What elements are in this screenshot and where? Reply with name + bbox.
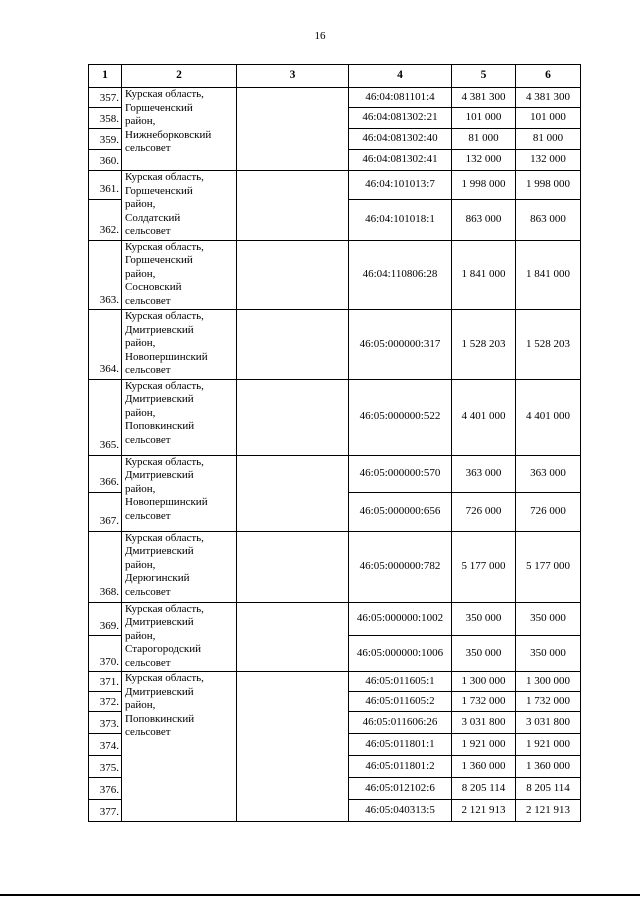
row-number: 363. bbox=[89, 240, 122, 310]
value-col6-cell: 4 381 300 bbox=[516, 88, 581, 108]
value-col6-cell: 1 732 000 bbox=[516, 692, 581, 712]
value-col5-cell: 1 732 000 bbox=[452, 692, 516, 712]
cadastral-number-cell: 46:05:011606:26 bbox=[349, 712, 452, 734]
value-col5-cell: 1 998 000 bbox=[452, 171, 516, 200]
value-col6-cell: 363 000 bbox=[516, 455, 581, 492]
col-header-4: 4 bbox=[349, 65, 452, 88]
column-3-cell bbox=[237, 310, 349, 380]
value-col6-cell: 1 528 203 bbox=[516, 310, 581, 380]
value-col5-cell: 3 031 800 bbox=[452, 712, 516, 734]
row-number: 360. bbox=[89, 150, 122, 171]
cadastral-number-cell: 46:05:011605:2 bbox=[349, 692, 452, 712]
value-col6-cell: 1 841 000 bbox=[516, 240, 581, 310]
table-body bbox=[89, 88, 581, 822]
value-col6-cell: 726 000 bbox=[516, 492, 581, 531]
cadastral-number-cell: 46:04:101013:7 bbox=[349, 171, 452, 200]
column-3-cell bbox=[237, 672, 349, 822]
page-number: 16 bbox=[314, 30, 326, 42]
value-col6-cell: 101 000 bbox=[516, 108, 581, 129]
header-row bbox=[89, 65, 581, 88]
value-col5-cell: 81 000 bbox=[452, 129, 516, 150]
col-header-1: 1 bbox=[89, 65, 122, 88]
region-cell: Курская область, Дмитриевский район, Поповкинский сельсовет bbox=[122, 672, 237, 822]
table-row bbox=[89, 88, 581, 108]
value-col6-cell: 81 000 bbox=[516, 129, 581, 150]
column-3-cell bbox=[237, 379, 349, 455]
value-col5-cell: 8 205 114 bbox=[452, 778, 516, 800]
cadastral-number-cell: 46:05:011605:1 bbox=[349, 672, 452, 692]
cadastral-number-cell: 46:05:000000:782 bbox=[349, 531, 452, 602]
value-col5-cell: 1 921 000 bbox=[452, 734, 516, 756]
registry-table bbox=[88, 64, 581, 822]
column-3-cell bbox=[237, 88, 349, 171]
row-number: 377. bbox=[89, 800, 122, 822]
row-number: 374. bbox=[89, 734, 122, 756]
cadastral-number-cell: 46:05:000000:522 bbox=[349, 379, 452, 455]
cadastral-number-cell: 46:04:081302:21 bbox=[349, 108, 452, 129]
value-col5-cell: 132 000 bbox=[452, 150, 516, 171]
region-cell: Курская область, Дмитриевский район, Старогородский сельсовет bbox=[122, 602, 237, 672]
value-col6-cell: 8 205 114 bbox=[516, 778, 581, 800]
cadastral-number-cell: 46:05:012102:6 bbox=[349, 778, 452, 800]
value-col5-cell: 350 000 bbox=[452, 636, 516, 672]
column-3-cell bbox=[237, 171, 349, 241]
cadastral-number-cell: 46:05:000000:656 bbox=[349, 492, 452, 531]
value-col5-cell: 4 401 000 bbox=[452, 379, 516, 455]
cadastral-number-cell: 46:05:011801:2 bbox=[349, 756, 452, 778]
value-col6-cell: 4 401 000 bbox=[516, 379, 581, 455]
table-row bbox=[89, 310, 581, 380]
value-col6-cell: 350 000 bbox=[516, 636, 581, 672]
value-col6-cell: 1 998 000 bbox=[516, 171, 581, 200]
value-col6-cell: 132 000 bbox=[516, 150, 581, 171]
cadastral-number-cell: 46:05:000000:317 bbox=[349, 310, 452, 380]
value-col6-cell: 863 000 bbox=[516, 199, 581, 240]
table-row bbox=[89, 379, 581, 455]
value-col5-cell: 1 360 000 bbox=[452, 756, 516, 778]
cadastral-number-cell: 46:05:000000:1006 bbox=[349, 636, 452, 672]
value-col5-cell: 363 000 bbox=[452, 455, 516, 492]
cadastral-number-cell: 46:05:000000:570 bbox=[349, 455, 452, 492]
cadastral-number-cell: 46:04:081302:40 bbox=[349, 129, 452, 150]
col-header-5: 5 bbox=[452, 65, 516, 88]
cadastral-number-cell: 46:04:081302:41 bbox=[349, 150, 452, 171]
row-number: 358. bbox=[89, 108, 122, 129]
row-number: 369. bbox=[89, 602, 122, 636]
column-3-cell bbox=[237, 602, 349, 672]
region-cell: Курская область, Дмитриевский район, Новопершинский сельсовет bbox=[122, 310, 237, 380]
region-cell: Курская область, Горшеченский район, Солдатский сельсовет bbox=[122, 171, 237, 241]
table-row bbox=[89, 455, 581, 492]
value-col5-cell: 1 300 000 bbox=[452, 672, 516, 692]
value-col5-cell: 726 000 bbox=[452, 492, 516, 531]
value-col5-cell: 101 000 bbox=[452, 108, 516, 129]
row-number: 370. bbox=[89, 636, 122, 672]
value-col5-cell: 4 381 300 bbox=[452, 88, 516, 108]
region-cell: Курская область, Дмитриевский район, Поповкинский сельсовет bbox=[122, 379, 237, 455]
value-col5-cell: 2 121 913 bbox=[452, 800, 516, 822]
row-number: 357. bbox=[89, 88, 122, 108]
value-col5-cell: 863 000 bbox=[452, 199, 516, 240]
table-row bbox=[89, 672, 581, 692]
value-col6-cell: 2 121 913 bbox=[516, 800, 581, 822]
value-col5-cell: 5 177 000 bbox=[452, 531, 516, 602]
value-col6-cell: 1 360 000 bbox=[516, 756, 581, 778]
value-col6-cell: 1 921 000 bbox=[516, 734, 581, 756]
value-col5-cell: 1 841 000 bbox=[452, 240, 516, 310]
value-col6-cell: 3 031 800 bbox=[516, 712, 581, 734]
row-number: 373. bbox=[89, 712, 122, 734]
value-col6-cell: 350 000 bbox=[516, 602, 581, 636]
cadastral-number-cell: 46:05:011801:1 bbox=[349, 734, 452, 756]
row-number: 365. bbox=[89, 379, 122, 455]
col-header-6: 6 bbox=[516, 65, 581, 88]
region-cell: Курская область, Дмитриевский район, Дерюгинский сельсовет bbox=[122, 531, 237, 602]
row-number: 371. bbox=[89, 672, 122, 692]
cadastral-number-cell: 46:04:101018:1 bbox=[349, 199, 452, 240]
value-col6-cell: 5 177 000 bbox=[516, 531, 581, 602]
col-header-3: 3 bbox=[237, 65, 349, 88]
column-3-cell bbox=[237, 455, 349, 531]
row-number: 376. bbox=[89, 778, 122, 800]
value-col6-cell: 1 300 000 bbox=[516, 672, 581, 692]
row-number: 372. bbox=[89, 692, 122, 712]
row-number: 367. bbox=[89, 492, 122, 531]
cadastral-number-cell: 46:04:081101:4 bbox=[349, 88, 452, 108]
value-col5-cell: 1 528 203 bbox=[452, 310, 516, 380]
table-row bbox=[89, 531, 581, 602]
row-number: 359. bbox=[89, 129, 122, 150]
cadastral-number-cell: 46:05:040313:5 bbox=[349, 800, 452, 822]
cadastral-number-cell: 46:05:000000:1002 bbox=[349, 602, 452, 636]
row-number: 362. bbox=[89, 199, 122, 240]
col-header-2: 2 bbox=[122, 65, 237, 88]
value-col5-cell: 350 000 bbox=[452, 602, 516, 636]
region-cell: Курская область, Горшеченский район, Сосновский сельсовет bbox=[122, 240, 237, 310]
table-row bbox=[89, 240, 581, 310]
page-bottom-edge bbox=[0, 894, 640, 896]
column-3-cell bbox=[237, 240, 349, 310]
region-cell: Курская область, Горшеченский район, Нижнеборковский сельсовет bbox=[122, 88, 237, 171]
table-row bbox=[89, 171, 581, 200]
row-number: 364. bbox=[89, 310, 122, 380]
cadastral-number-cell: 46:04:110806:28 bbox=[349, 240, 452, 310]
row-number: 361. bbox=[89, 171, 122, 200]
table-row bbox=[89, 602, 581, 636]
region-cell: Курская область, Дмитриевский район, Новопершинский сельсовет bbox=[122, 455, 237, 531]
column-3-cell bbox=[237, 531, 349, 602]
row-number: 366. bbox=[89, 455, 122, 492]
row-number: 375. bbox=[89, 756, 122, 778]
row-number: 368. bbox=[89, 531, 122, 602]
